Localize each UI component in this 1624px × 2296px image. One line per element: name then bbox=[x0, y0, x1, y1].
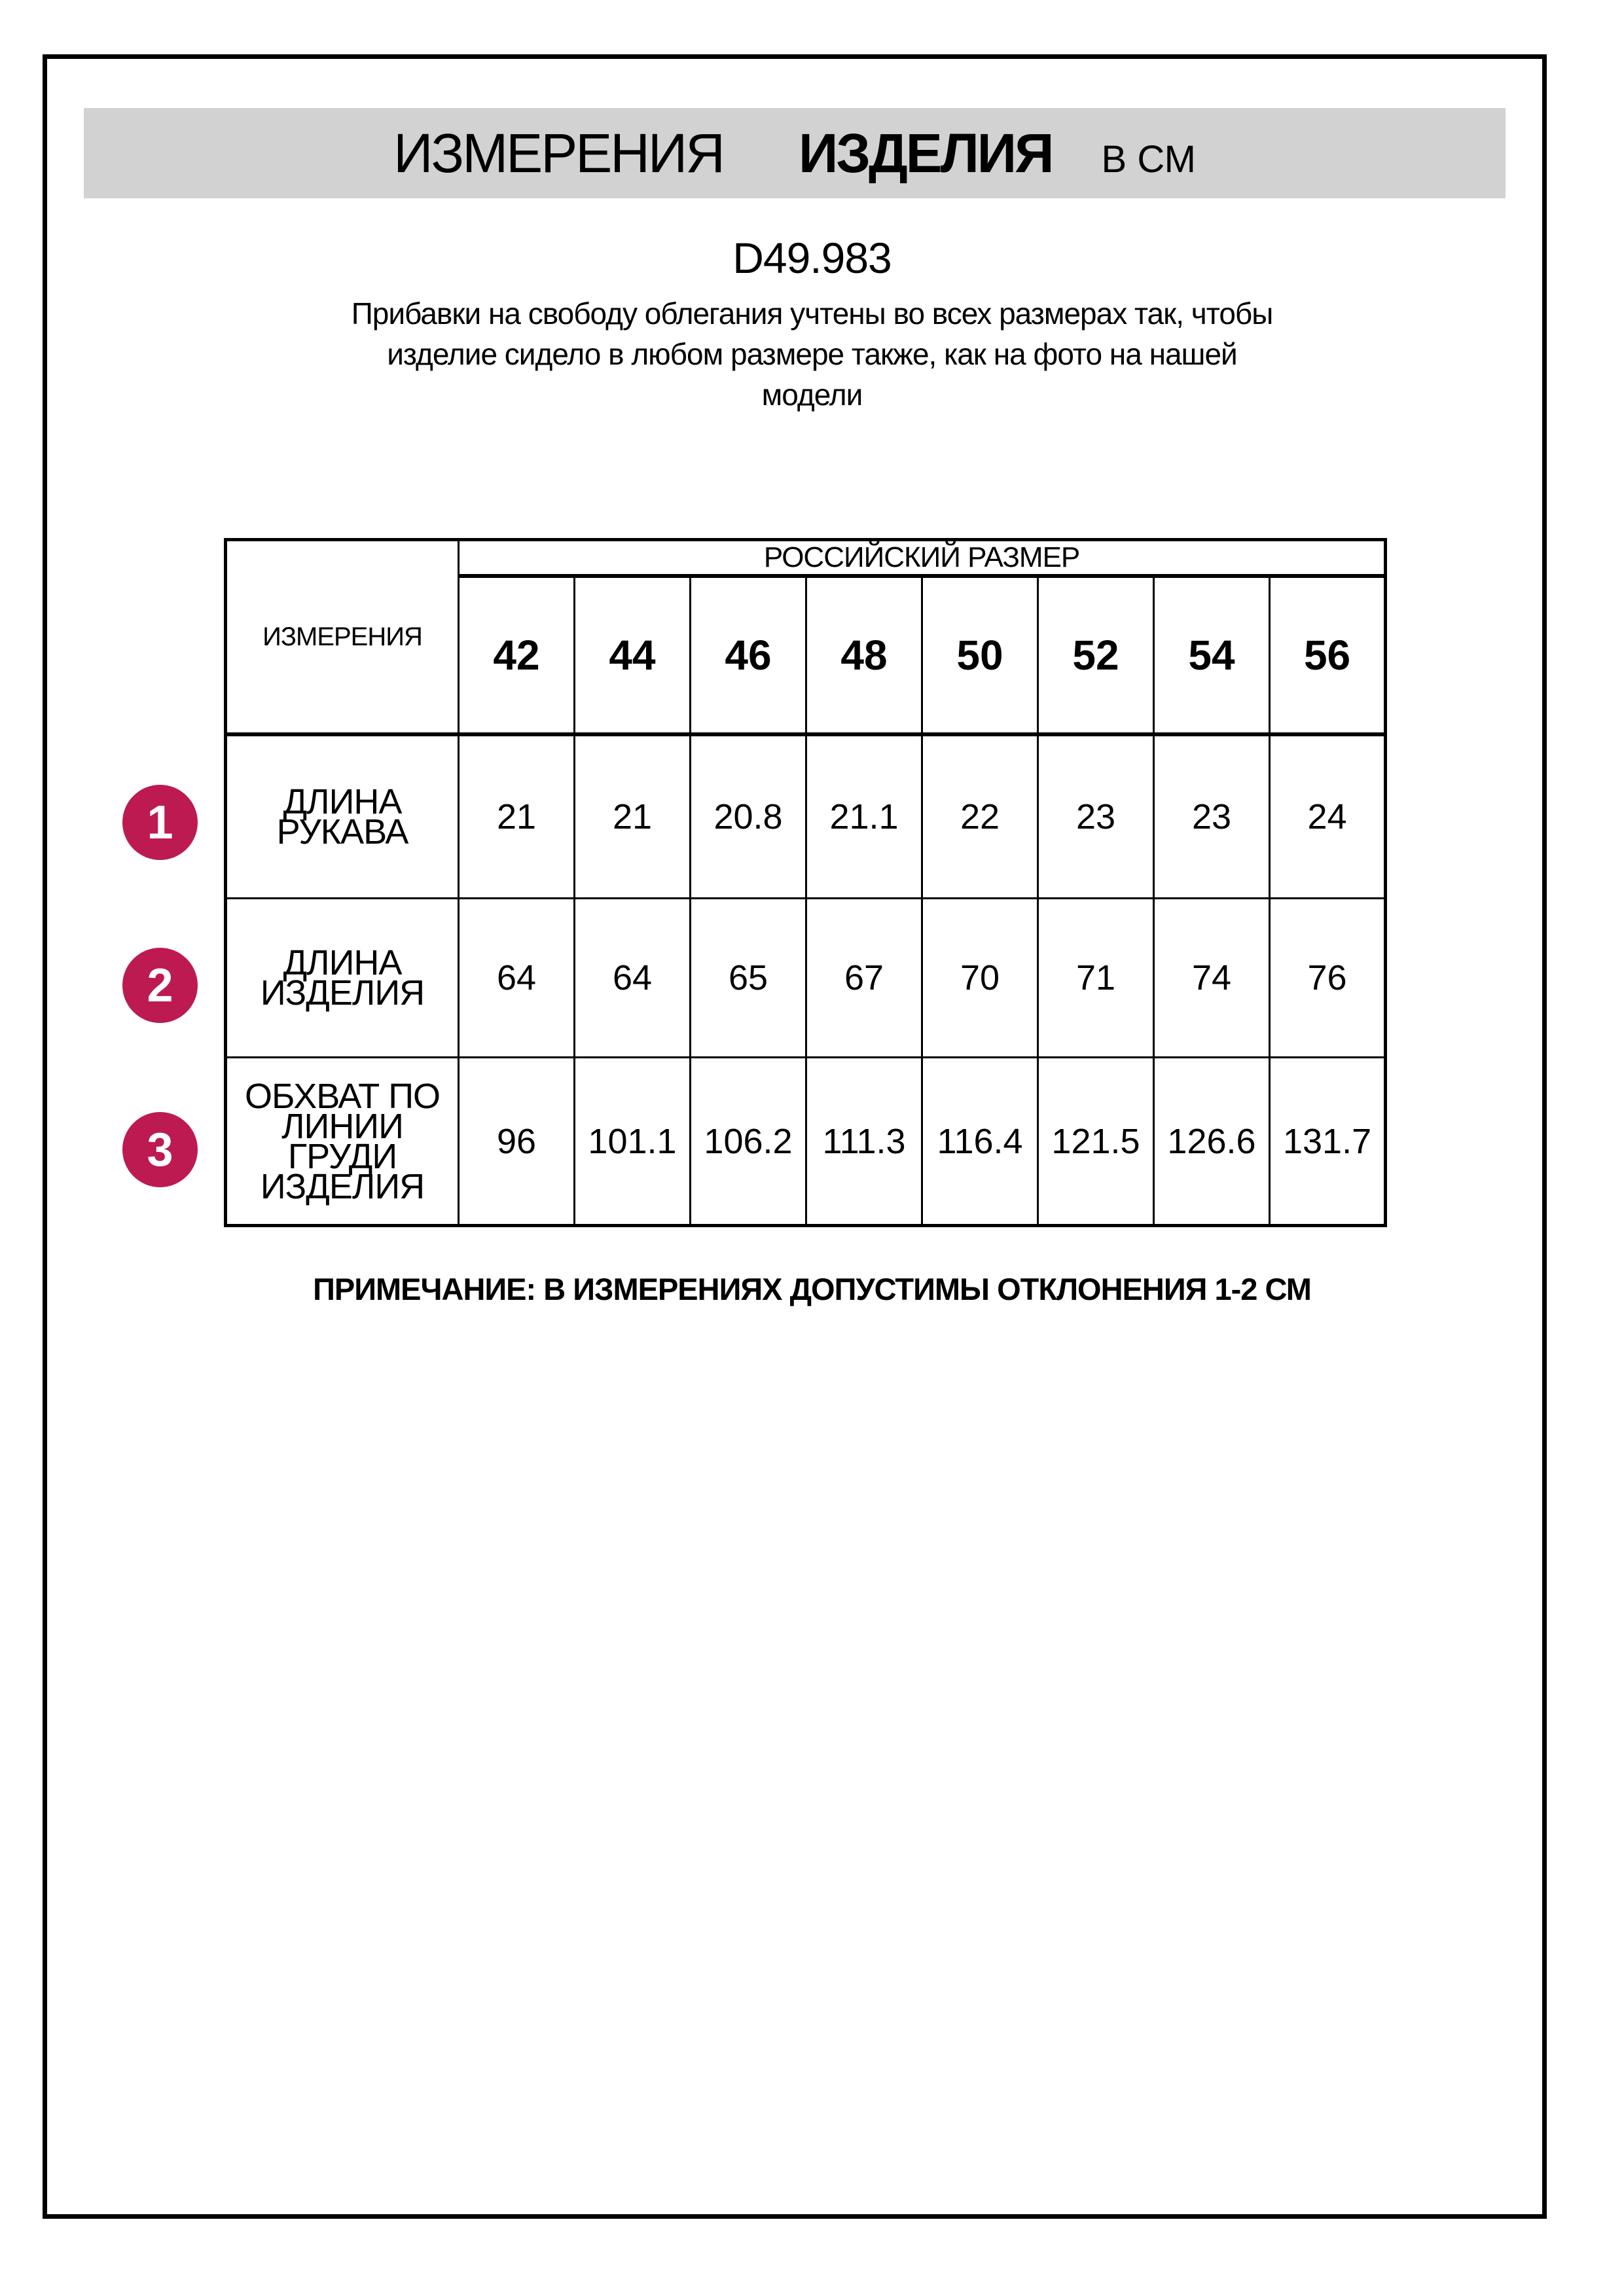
row-label-line: ДЛИНА РУКАВА bbox=[276, 782, 408, 852]
size-header-cell: 48 bbox=[806, 576, 922, 734]
value-cell: 64 bbox=[459, 899, 575, 1058]
row-label-cell bbox=[226, 899, 459, 1058]
value-cell: 131.7 bbox=[1270, 1058, 1386, 1226]
size-header-cell: 44 bbox=[575, 576, 691, 734]
product-code: D49.983 bbox=[732, 234, 892, 282]
corner-header-cell bbox=[226, 540, 459, 735]
title-bar bbox=[84, 108, 1506, 198]
value-cell: 65 bbox=[691, 899, 806, 1058]
row-marker-1: 1 bbox=[122, 785, 198, 860]
value-cell: 23 bbox=[1154, 734, 1270, 899]
value-cell: 67 bbox=[806, 899, 922, 1058]
value-cell: 21 bbox=[459, 734, 575, 899]
intro-line: изделие сидело в любом размере также, как на фото на нашей bbox=[387, 337, 1237, 371]
size-header-cell: 54 bbox=[1154, 576, 1270, 734]
value-cell: 111.3 bbox=[806, 1058, 922, 1226]
value-cell: 64 bbox=[575, 899, 691, 1058]
value-cell: 23 bbox=[1038, 734, 1154, 899]
corner-header-label: ИЗМЕРЕНИЯ bbox=[262, 622, 422, 651]
value-cell: 126.6 bbox=[1154, 1058, 1270, 1226]
value-cell: 24 bbox=[1270, 734, 1386, 899]
tolerance-note: ПРИМЕЧАНИЕ: В ИЗМЕРЕНИЯХ ДОПУСТИМЫ ОТКЛОНЕНИЯ 1-2 СМ bbox=[313, 1272, 1311, 1306]
value-cell: 96 bbox=[459, 1058, 575, 1226]
value-cell: 21.1 bbox=[806, 734, 922, 899]
row-label-line: ЛИНИИ ГРУДИ bbox=[281, 1106, 403, 1176]
row-marker-3: 3 bbox=[122, 1112, 198, 1187]
value-cell: 121.5 bbox=[1038, 1058, 1154, 1226]
row-label-cell bbox=[226, 1058, 459, 1226]
size-header-cell: 52 bbox=[1038, 576, 1154, 734]
intro-line: Прибавки на свободу облегания учтены во всех размерах так, чтобы bbox=[351, 296, 1273, 331]
row-label-line: ОБХВАТ ПО bbox=[244, 1076, 441, 1116]
size-table bbox=[224, 538, 1387, 1227]
title-word-product: ИЗДЕЛИЯ bbox=[798, 122, 1053, 184]
row-label-line: ДЛИНА bbox=[283, 943, 402, 982]
value-cell: 74 bbox=[1154, 899, 1270, 1058]
value-cell: 21 bbox=[575, 734, 691, 899]
intro-line: модели bbox=[761, 378, 863, 412]
value-cell: 76 bbox=[1270, 899, 1386, 1058]
row-label-line: ИЗДЕЛИЯ bbox=[260, 1166, 425, 1206]
value-cell: 71 bbox=[1038, 899, 1154, 1058]
row-marker-2: 2 bbox=[122, 948, 198, 1023]
value-cell: 106.2 bbox=[691, 1058, 806, 1226]
intro-note bbox=[0, 293, 1624, 415]
value-cell: 20.8 bbox=[691, 734, 806, 899]
size-header-cell: 46 bbox=[691, 576, 806, 734]
title-word-measurements: ИЗМЕРЕНИЯ bbox=[393, 122, 723, 184]
value-cell: 116.4 bbox=[922, 1058, 1038, 1226]
size-group-header: РОССИЙСКИЙ РАЗМЕР bbox=[459, 540, 1386, 577]
value-cell: 70 bbox=[922, 899, 1038, 1058]
size-header-cell: 50 bbox=[922, 576, 1038, 734]
title-unit: В СМ bbox=[1101, 137, 1196, 181]
row-label-line: ИЗДЕЛИЯ bbox=[260, 973, 425, 1013]
row-label-cell bbox=[226, 734, 459, 899]
value-cell: 101.1 bbox=[575, 1058, 691, 1226]
size-header-cell: 42 bbox=[459, 576, 575, 734]
value-cell: 22 bbox=[922, 734, 1038, 899]
size-header-cell: 56 bbox=[1270, 576, 1386, 734]
